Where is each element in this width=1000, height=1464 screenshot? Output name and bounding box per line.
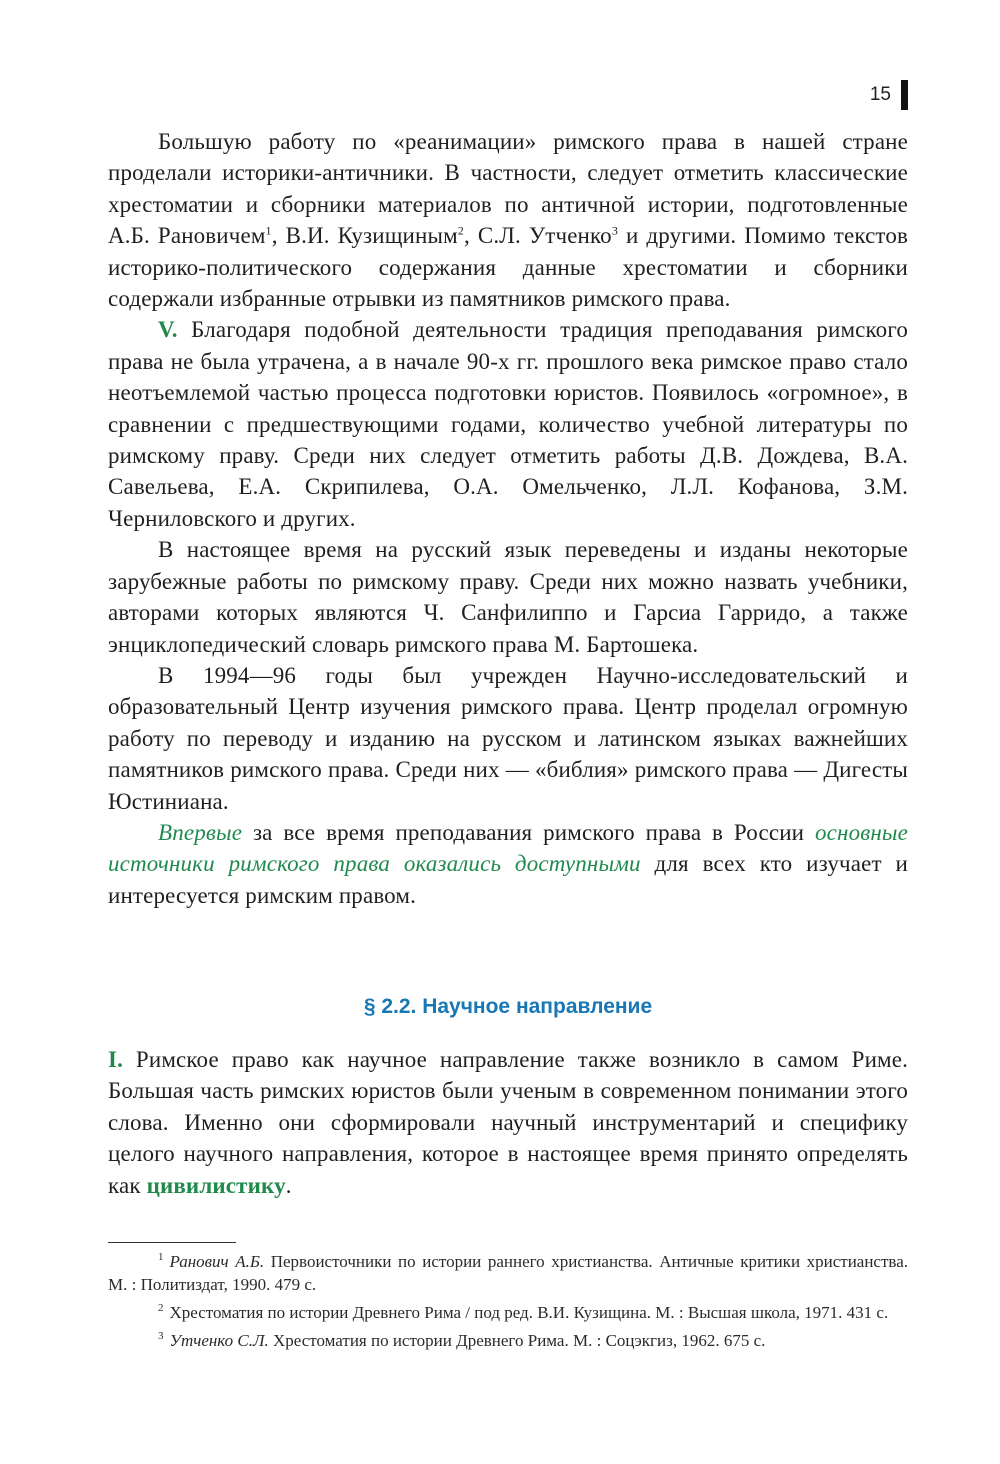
footnote-3-author: Утченко С.Л. <box>169 1331 269 1350</box>
emphasis-sources-available: основные источники римского права оказались доступными <box>108 819 908 877</box>
footnotes <box>108 1250 908 1357</box>
paragraph-1-text-a: Большую работу по «реанимации» римского права в нашей стране проделали историки-античники. В частности, следует отметить классические хрестоматии и сборники материалов по античной истории, подготовленные А.Б. Рановичем <box>108 129 908 249</box>
footnote-ref-2[interactable]: 2 <box>457 223 464 238</box>
paragraph-6-text-a: Римское право как научное направление также возникло в самом Риме. Большая часть римских юристов были ученым в современном понимании этого слова. Именно они сформировали научный инструментарий и специфику целого научного направления, которое в настоящее время принято определять как <box>108 1047 908 1198</box>
section-heading: § 2.2. Научное направление <box>363 995 653 1018</box>
paragraph-6 <box>108 1044 908 1201</box>
footnote-ref-3[interactable]: 3 <box>611 223 618 238</box>
paragraph-6-text-b: . <box>285 1172 292 1198</box>
paragraph-1-text-d: и другими. Помимо текстов историко-политического содержания данные хрестоматии и сборники содержали избранные отрывки из памятников римского права. <box>108 223 908 312</box>
paragraph-5 <box>108 817 908 911</box>
paragraph-2 <box>108 314 908 534</box>
section-text <box>108 1044 908 1201</box>
footnote-3 <box>108 1329 908 1352</box>
paragraph-5-text-b: для всех кто изучает и интересуется римским правом. <box>108 851 908 908</box>
footnote-2 <box>108 1301 908 1324</box>
paragraph-1 <box>108 126 908 314</box>
paragraph-2-text: Благодаря подобной деятельности традиция преподавания римского права не была утрачена, а в начале 90-х гг. прошлого века римское право стало неотъемлемой частью процесса подготовки юристов. Появилось «огромное», в сравнении с предшествующими годами, количество учебной литературы по римскому праву. Среди них следует отметить работы Д.В. Дождева, В.А. Савельева, Е.А. Скрипилева, О.А. Омельченко, Л.Л. Кофанова, З.М. Черниловского и других. <box>108 317 908 531</box>
paragraph-3: В настоящее время на русский язык переведены и изданы некоторые зарубежные работы по римскому праву. Среди них можно назвать учебники, авторами которых являются Ч. Санфилиппо и Гарсиа Гарридо, а также энциклопедический словарь римского права М. Бартошека. <box>108 537 908 657</box>
term-civilistics: цивилистику <box>146 1172 286 1198</box>
paragraph-1-text-b: , В.И. Кузищиным <box>271 223 458 249</box>
section-marker-v: V. <box>158 317 178 343</box>
footnote-ref-1[interactable]: 1 <box>265 223 272 238</box>
footnote-1-author: Ранович А.Б. <box>169 1252 265 1271</box>
footnote-3-number: 3 <box>158 1330 164 1343</box>
paragraph-1-text-c: , С.Л. Утченко <box>463 223 612 249</box>
emphasis-first-time: Впервые <box>158 819 243 845</box>
footnote-3-text: Хрестоматия по истории Древнего Рима. М. : Соцэкгиз, 1962. 675 с. <box>268 1331 766 1350</box>
footnote-divider <box>108 1242 236 1243</box>
footnote-2-number: 2 <box>158 1302 164 1315</box>
section-marker-i: I. <box>108 1047 124 1072</box>
page-number-text: 15 <box>869 84 891 105</box>
footnote-2-text: Хрестоматия по истории Древнего Рима / под ред. В.И. Кузищина. М. : Высшая школа, 1971. 431 с. <box>169 1303 889 1322</box>
footnote-1 <box>108 1250 908 1296</box>
main-text <box>108 126 908 911</box>
page-marker-bar <box>901 80 908 110</box>
footnote-1-number: 1 <box>158 1251 164 1264</box>
paragraph-5-text-a: за все время преподавания римского права в России <box>242 819 815 845</box>
paragraph-4: В 1994—96 годы был учрежден Научно-исследовательский и образовательный Центр изучения римского права. Центр проделал огромную работу по переводу и изданию на русском и латинском языках важнейших памятников римского права. Среди них — «библия» римского права — Дигесты Юстиниана. <box>108 662 908 814</box>
footnote-1-text: Первоисточники по истории раннего христианства. Античные критики христианства. М. : Политиздат, 1990. 479 с. <box>108 1252 909 1294</box>
page-number <box>870 80 908 110</box>
